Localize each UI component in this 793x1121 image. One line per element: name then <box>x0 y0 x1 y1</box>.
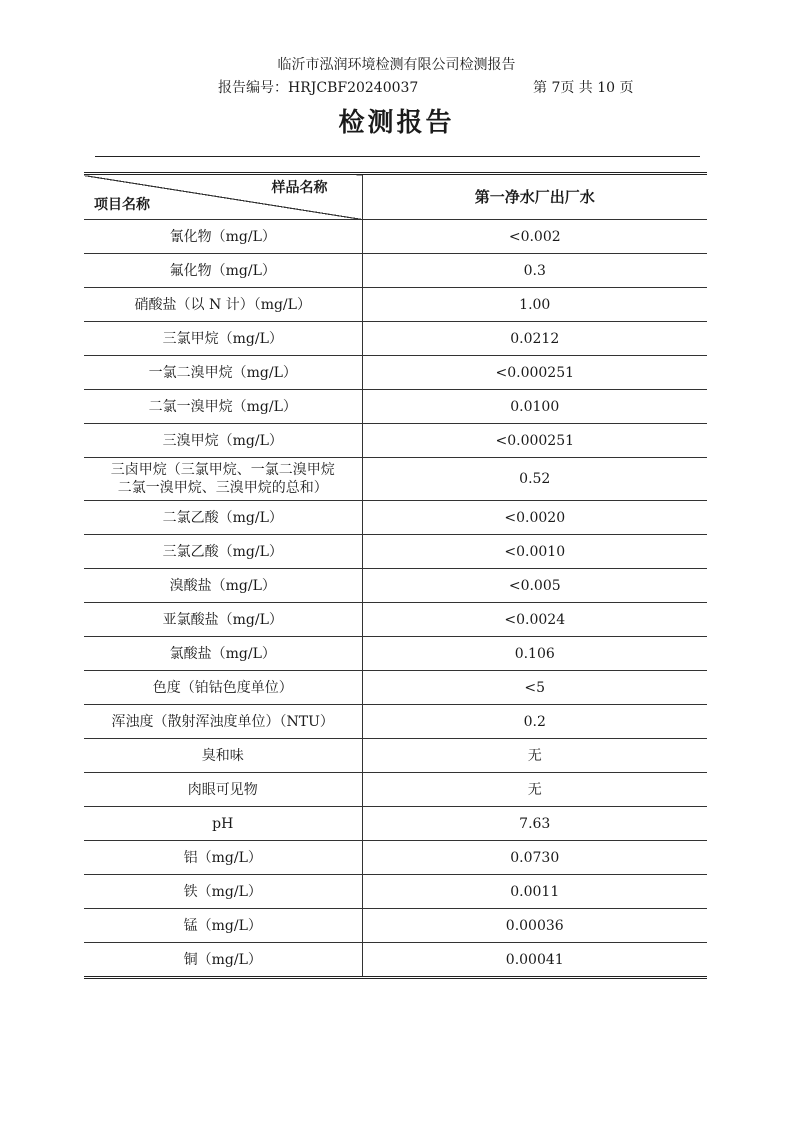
item-value: 0.106 <box>362 637 707 671</box>
item-name: 三溴甲烷（mg/L） <box>84 424 362 458</box>
item-value: 0.0100 <box>362 390 707 424</box>
column-header-sample: 样品名称 <box>271 180 328 196</box>
item-value: 0.2 <box>362 705 707 739</box>
item-name: 铜（mg/L） <box>84 943 362 978</box>
item-value: <0.002 <box>362 220 707 254</box>
item-name: pH <box>84 807 362 841</box>
table-row <box>84 458 707 501</box>
item-value: 0.0011 <box>362 875 707 909</box>
table-row <box>84 705 707 739</box>
page-title: 检测报告 <box>338 108 455 138</box>
item-value: 0.00041 <box>362 943 707 978</box>
item-value: 0.52 <box>362 458 707 501</box>
item-value: <0.0024 <box>362 603 707 637</box>
table-row <box>84 220 707 254</box>
sample-name-cell <box>362 174 707 220</box>
item-value: 无 <box>362 739 707 773</box>
item-name: 三氯甲烷（mg/L） <box>84 322 362 356</box>
table-row <box>84 807 707 841</box>
table-row <box>84 424 707 458</box>
item-value: 0.00036 <box>362 909 707 943</box>
item-name: 二氯乙酸（mg/L） <box>84 501 362 535</box>
table-row <box>84 535 707 569</box>
company-report-heading: 临沂市泓润环境检测有限公司检测报告 <box>277 57 516 73</box>
table-row <box>84 288 707 322</box>
table-row <box>84 875 707 909</box>
item-value: <0.000251 <box>362 356 707 390</box>
table-row <box>84 637 707 671</box>
item-name: 亚氯酸盐（mg/L） <box>84 603 362 637</box>
item-name-line1: 三卤甲烷（三氯甲烷、一氯二溴甲烷 <box>110 462 335 478</box>
table-row <box>84 569 707 603</box>
table-row <box>84 254 707 288</box>
item-value: 7.63 <box>362 807 707 841</box>
sample-name: 第一净水厂出厂水 <box>474 187 595 206</box>
page-number: 第 7页 共 10 页 <box>533 80 634 96</box>
item-value: 0.0212 <box>362 322 707 356</box>
table-row <box>84 501 707 535</box>
table-row <box>84 603 707 637</box>
item-value: <0.0020 <box>362 501 707 535</box>
item-name: 铁（mg/L） <box>84 875 362 909</box>
table-row <box>84 671 707 705</box>
header-divider <box>95 156 700 157</box>
item-value: 无 <box>362 773 707 807</box>
table-row <box>84 943 707 978</box>
report-number: 报告编号：HRJCBF20240037 <box>218 80 419 96</box>
column-header-item: 项目名称 <box>94 197 150 213</box>
item-name: 色度（铂钴色度单位） <box>84 671 362 705</box>
table-row <box>84 841 707 875</box>
table-row <box>84 390 707 424</box>
item-value: 0.0730 <box>362 841 707 875</box>
item-name: 氰化物（mg/L） <box>84 220 362 254</box>
table-header-row <box>84 174 707 220</box>
table-row <box>84 909 707 943</box>
table-row <box>84 322 707 356</box>
table-row <box>84 773 707 807</box>
item-value: <0.005 <box>362 569 707 603</box>
item-value: <5 <box>362 671 707 705</box>
item-name: 肉眼可见物 <box>84 773 362 807</box>
diagonal-header-cell <box>84 174 362 220</box>
item-name: 铝（mg/L） <box>84 841 362 875</box>
item-name: 氯酸盐（mg/L） <box>84 637 362 671</box>
item-name-line2: 二氯一溴甲烷、三溴甲烷的总和） <box>117 480 328 496</box>
item-value: 0.3 <box>362 254 707 288</box>
item-name: 浑浊度（散射浑浊度单位）（NTU） <box>84 705 362 739</box>
item-name: 二氯一溴甲烷（mg/L） <box>84 390 362 424</box>
results-table <box>84 172 707 979</box>
table-row <box>84 739 707 773</box>
item-value: <0.000251 <box>362 424 707 458</box>
item-name: 硝酸盐（以 N 计）（mg/L） <box>84 288 362 322</box>
item-name: 锰（mg/L） <box>84 909 362 943</box>
item-name: 一氯二溴甲烷（mg/L） <box>84 356 362 390</box>
item-name: 氟化物（mg/L） <box>84 254 362 288</box>
item-value: <0.0010 <box>362 535 707 569</box>
item-name: 溴酸盐（mg/L） <box>84 569 362 603</box>
table-row <box>84 356 707 390</box>
item-name: 三氯乙酸（mg/L） <box>84 535 362 569</box>
item-name <box>84 458 362 501</box>
item-name: 臭和味 <box>84 739 362 773</box>
item-value: 1.00 <box>362 288 707 322</box>
